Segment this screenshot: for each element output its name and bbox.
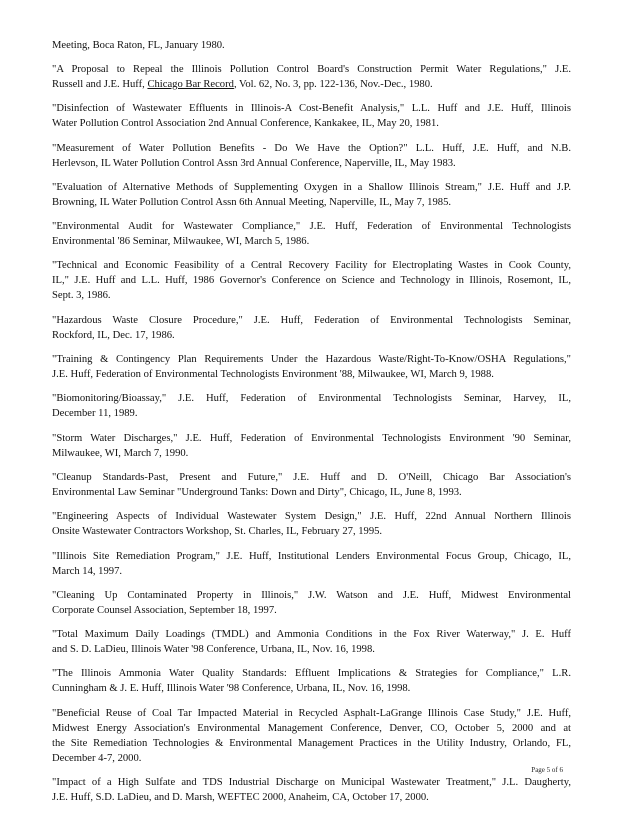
list-item bbox=[52, 101, 571, 131]
entry-line: "Environmental Audit for Wastewater Compliance," J.E. Huff, Federation of Environmental Technologists bbox=[52, 221, 571, 233]
entry-line: "A Proposal to Repeal the Illinois Pollution Control Board's Construction Permit Water Regulations," J.E. bbox=[52, 64, 571, 75]
entry-line: Corporate Counsel Association, September 18, 1997. bbox=[52, 604, 277, 616]
entry-line: J.E. Huff, Federation of Environmental Technologists Environment '88, Milwaukee, WI, March 9, 1988. bbox=[52, 369, 494, 381]
entry-line: Midwest Energy Association's Environmental Management Conference, Denver, CO, October 5, 2000 and at bbox=[52, 722, 571, 734]
entry-line bbox=[52, 77, 571, 92]
entry-line: December 11, 1989. bbox=[52, 408, 138, 420]
publications-list bbox=[52, 38, 571, 814]
list-item bbox=[52, 352, 571, 382]
list-item bbox=[52, 509, 571, 539]
entry-line: "Hazardous Waste Closure Procedure," J.E. Huff, Federation of Environmental Technologists Seminar, bbox=[52, 314, 571, 326]
intro-line: Meeting, Boca Raton, FL, January 1980. bbox=[52, 40, 225, 51]
list-item bbox=[52, 141, 571, 171]
list-item bbox=[52, 470, 571, 500]
entry-line: Environmental '86 Seminar, Milwaukee, WI, March 5, 1986. bbox=[52, 236, 310, 248]
list-item bbox=[52, 62, 571, 92]
entry-line: Onsite Wastewater Contractors Workshop, St. Charles, IL, February 27, 1995. bbox=[52, 526, 383, 538]
entry-line-part: Russell and J.E. Huff, bbox=[52, 79, 148, 90]
list-item bbox=[52, 180, 571, 210]
entry-line-part: , Vol. 62, No. 3, pp. 122-136, Nov.-Dec., 1980. bbox=[233, 79, 433, 90]
entry-line: the Site Remediation Technologies & Environmental Management Practices in the Utility Industry, Orlando, FL, bbox=[52, 737, 571, 749]
entry-line: "Cleanup Standards-Past, Present and Future," J.E. Huff and D. O'Neill, Chicago Bar Association's bbox=[52, 471, 571, 483]
entry-line: December 4-7, 2000. bbox=[52, 752, 142, 764]
entry-line: "Disinfection of Wastewater Effluents in Illinois-A Cost-Benefit Analysis," L.L. Huff and J.E. Huff, Illinois bbox=[52, 103, 571, 115]
page-number: Page 5 of 6 bbox=[531, 766, 563, 774]
list-item bbox=[52, 588, 571, 618]
entry-line: "Technical and Economic Feasibility of a Central Recovery Facility for Electroplating Wastes in Cook County, bbox=[52, 260, 571, 272]
entry-line: Rockford, IL, Dec. 17, 1986. bbox=[52, 329, 175, 341]
entry-line: "Total Maximum Daily Loadings (TMDL) and Ammonia Conditions in the Fox River Waterway," J. E. Huff bbox=[52, 629, 571, 641]
list-item bbox=[52, 219, 571, 249]
list-item bbox=[52, 627, 571, 657]
entry-line: "Biomonitoring/Bioassay," J.E. Huff, Federation of Environmental Technologists Seminar, Harvey, IL, bbox=[52, 393, 571, 405]
list-item bbox=[52, 313, 571, 343]
entry-line: and S. D. LaDieu, Illinois Water '98 Conference, Urbana, IL, Nov. 16, 1998. bbox=[52, 644, 375, 656]
list-item bbox=[52, 549, 571, 579]
entry-line: Herlevson, IL Water Pollution Control Assn 3rd Annual Conference, Naperville, IL, May 1983. bbox=[52, 157, 456, 169]
entry-line: "The Illinois Ammonia Water Quality Standards: Effluent Implications & Strategies for Compliance," L.R. bbox=[52, 668, 571, 680]
entry-line: "Beneficial Reuse of Coal Tar Impacted Material in Recycled Asphalt-LaGrange Illinois Case Study," J.E. Huff, bbox=[52, 707, 571, 719]
entry-line: "Storm Water Discharges," J.E. Huff, Federation of Environmental Technologists Environment '90 Seminar, bbox=[52, 432, 571, 444]
list-item bbox=[52, 258, 571, 303]
entry-line: "Illinois Site Remediation Program," J.E. Huff, Institutional Lenders Environmental Focus Group, Chicago, IL, bbox=[52, 550, 571, 562]
list-item bbox=[52, 775, 571, 805]
entry-line: Browning, IL Water Pollution Control Assn 6th Annual Meeting, Naperville, IL, May 7, 1985. bbox=[52, 196, 452, 208]
journal-title: Chicago Bar Record bbox=[147, 79, 234, 90]
entry-line: Water Pollution Control Association 2nd Annual Conference, Kankakee, IL, May 20, 1981. bbox=[52, 118, 439, 130]
entry-line: Cunningham & J. E. Huff, Illinois Water '98 Conference, Urbana, IL, Nov. 16, 1998. bbox=[52, 683, 411, 695]
entry-line: "Training & Contingency Plan Requirements Under the Hazardous Waste/Right-To-Know/OSHA Regulations," bbox=[52, 354, 571, 366]
entry-line: "Engineering Aspects of Individual Wastewater System Design," J.E. Huff, 22nd Annual Northern Illinois bbox=[52, 511, 571, 523]
entry-line: "Cleaning Up Contaminated Property in Illinois," J.W. Watson and J.E. Huff, Midwest Environmental bbox=[52, 589, 571, 601]
entry-line: "Impact of a High Sulfate and TDS Industrial Discharge on Municipal Wastewater Treatment," J.L. Daugherty, bbox=[52, 777, 571, 789]
entry-line: March 14, 1997. bbox=[52, 565, 123, 577]
list-item bbox=[52, 666, 571, 696]
entry-line: IL," J.E. Huff and L.L. Huff, 1986 Governor's Conference on Science and Technology in Illinois, Rosemont, IL, bbox=[52, 275, 571, 287]
list-item bbox=[52, 431, 571, 461]
entry-line: "Measurement of Water Pollution Benefits - Do We Have the Option?" L.L. Huff, J.E. Huff, and N.B. bbox=[52, 142, 571, 154]
entry-line: "Evaluation of Alternative Methods of Supplementing Oxygen in a Shallow Illinois Stream," J.E. Huff and J.P. bbox=[52, 181, 571, 193]
list-item bbox=[52, 391, 571, 421]
entry-line: Environmental Law Seminar "Underground Tanks: Down and Dirty", Chicago, IL, June 8, 1993. bbox=[52, 486, 462, 498]
list-item bbox=[52, 706, 571, 766]
entry-line: J.E. Huff, S.D. LaDieu, and D. Marsh, WEFTEC 2000, Anaheim, CA, October 17, 2000. bbox=[52, 792, 429, 804]
entry-line: Sept. 3, 1986. bbox=[52, 290, 111, 302]
entry-line: Milwaukee, WI, March 7, 1990. bbox=[52, 447, 189, 459]
